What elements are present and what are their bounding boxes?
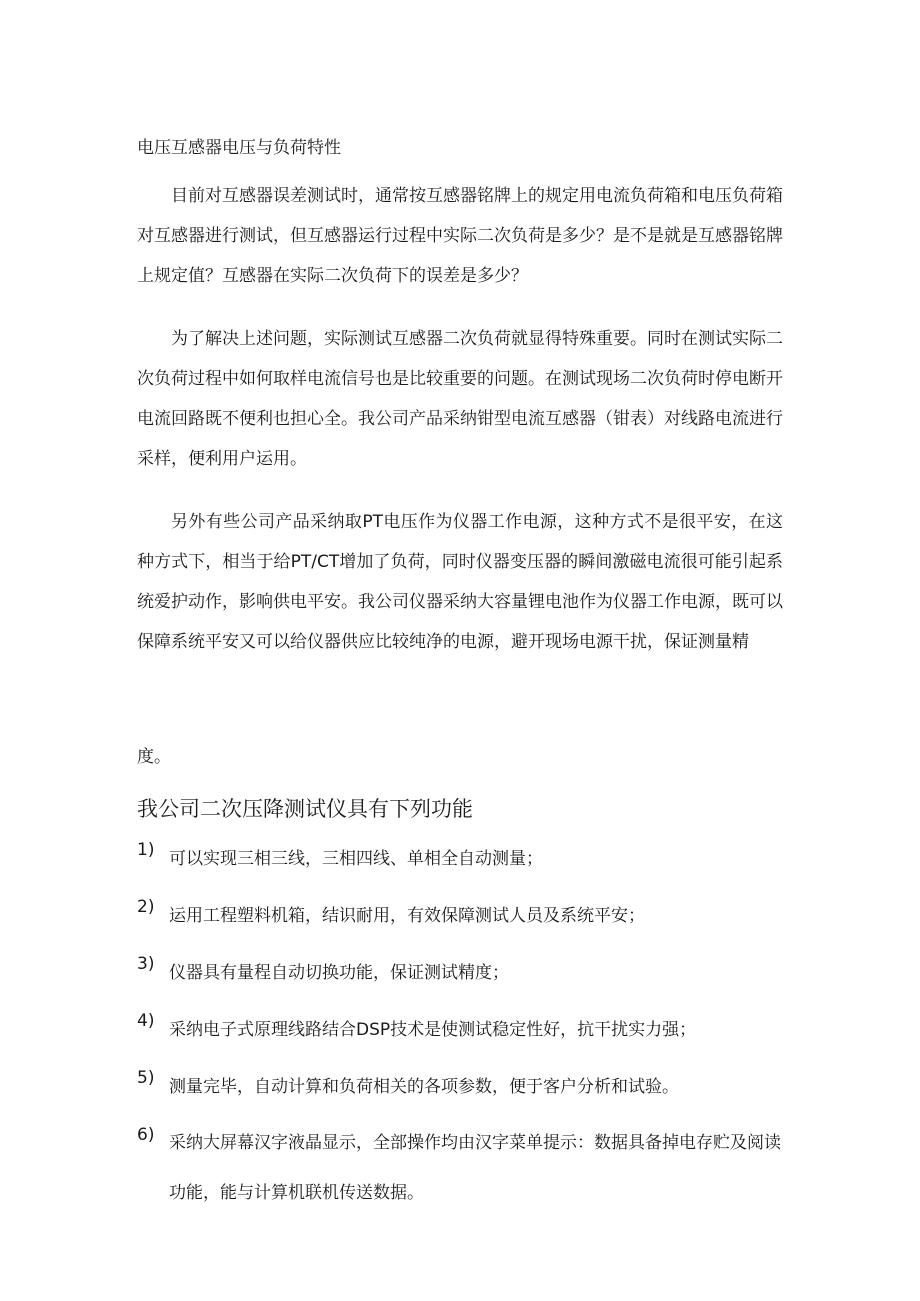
paragraph-1: 目前对互感器误差测试时，通常按互感器铭牌上的规定用电流负荷箱和电压负荷箱对互感器进行测试，但互感器运行过程中实际二次负荷是多少？是不是就是互感器铭牌上规定值？互感器在实际二次负荷下的误差是多少？ [137,186,783,286]
feature-item-1 [137,833,787,885]
paragraph-2: 为了解决上述问题，实际测试互感器二次负荷就显得特殊重要。同时在测试实际二次负荷过程中如何取样电流信号也是比较重要的问题。在测试现场二次负荷时停电断开电流回路既不便利也担心全。我公司产品采纳钳型电流互感器（钳表）对线路电流进行采样，便利用户运用。 [137,329,783,469]
feature-text: 采纳电子式原理线路结合DSP技术是使测试稳定性好，抗干扰实力强； [169,1020,697,1040]
feature-item-4 [137,1004,787,1056]
paragraph-3-tail: 度。 [137,747,171,767]
feature-item-6 [137,1118,787,1218]
feature-number: 2) [137,897,155,917]
feature-number: 5) [137,1068,155,1088]
feature-number: 3) [137,954,155,974]
section-heading: 我公司二次压降测试仪具有下列功能 [137,797,473,821]
feature-item-5 [137,1061,787,1113]
feature-text: 测量完毕，自动计算和负荷相关的各项参数，便于客户分析和试验。 [169,1077,679,1097]
paragraph-3: 另外有些公司产品采纳取PT电压作为仪器工作电源，这种方式不是很平安，在这种方式下，相当于给PT/CT增加了负荷，同时仪器变压器的瞬间激磁电流很可能引起系统爱护动作，影响供电平安。我公司仪器采纳大容量锂电池作为仪器工作电源，既可以保障系统平安又可以给仪器供应比较纯净的电源，避开现场电源干扰，保证测量精 [137,512,783,652]
feature-number: 6) [137,1125,155,1145]
feature-text: 运用工程塑料机箱，结识耐用，有效保障测试人员及系统平安； [169,906,645,926]
feature-text: 采纳大屏幕汉字液晶显示，全部操作均由汉字菜单提示：数据具备掉电存贮及阅读功能，能与计算机联机传送数据。 [169,1133,781,1203]
feature-list [137,842,787,1232]
feature-number: 4) [137,1011,155,1031]
feature-text: 可以实现三相三线，三相四线、单相全自动测量； [169,849,543,869]
feature-text: 仪器具有量程自动切换功能，保证测试精度； [169,963,509,983]
document-title: 电压互感器电压与负荷特性 [137,138,341,158]
feature-item-2 [137,890,787,942]
feature-item-3 [137,947,787,999]
feature-number: 1) [137,840,155,860]
